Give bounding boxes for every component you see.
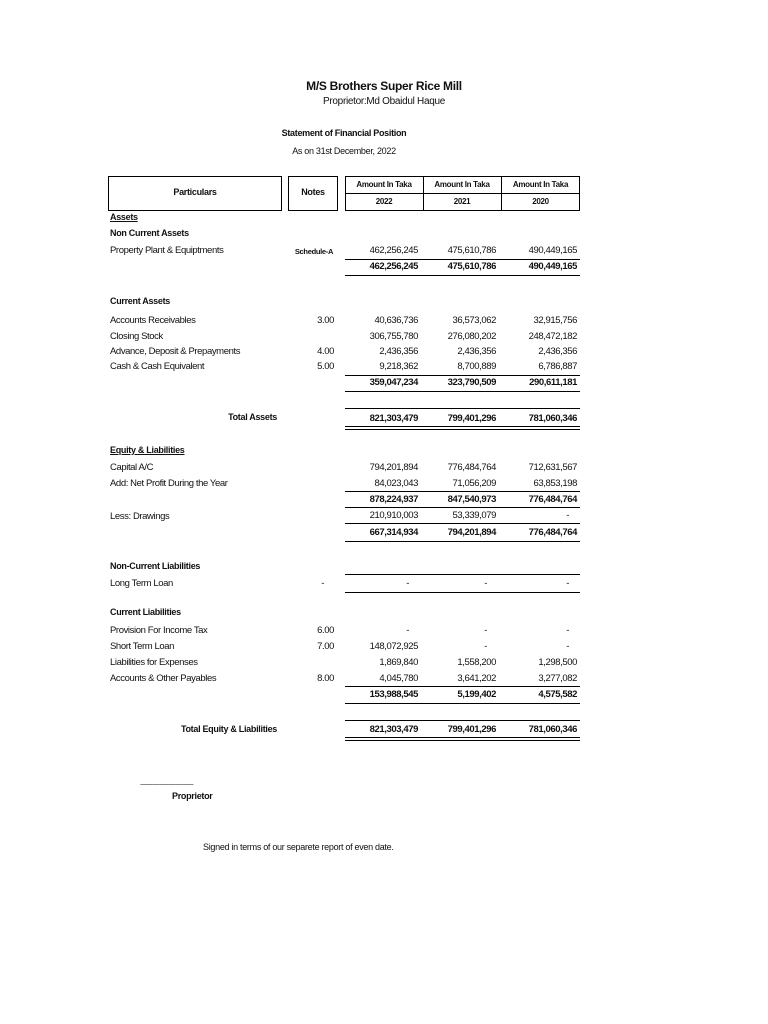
amount-label-2020: Amount In Taka [512,180,569,189]
cl-total-2022: 153,988,545 [369,689,418,700]
equity-subtotal-2020: 776,484,764 [528,494,577,505]
footer-note: Signed in terms of our separete report of even date. [203,842,394,852]
cl-bottom-rule [345,703,580,704]
nca-total-2020: 490,449,165 [528,261,577,272]
cl-4-2022: 4,045,780 [379,673,418,684]
section-non-current-assets: Non Current Assets [110,228,189,238]
ca-rule [345,375,580,376]
company-name: M/S Brothers Super Rice Mill [306,79,462,93]
signature-label: Proprietor [172,791,213,801]
cl-label-3: Liabilities for Expenses [110,657,198,668]
ca-total-2021: 323,790,509 [447,377,496,388]
long-term-loan-label: Long Term Loan [110,578,173,589]
amount-header-divider [345,193,580,194]
particulars-header-box [108,176,282,211]
equity-total-2021: 794,201,894 [447,527,496,538]
ca-3-2020: 2,436,356 [538,346,577,357]
cl-note-1: 6.00 [317,625,334,636]
ca-4-2022: 9,218,362 [379,361,418,372]
nca-total-2022: 462,256,245 [369,261,418,272]
ca-bottom-rule [345,391,580,392]
ca-note-3: 4.00 [317,346,334,357]
cl-2-2022: 148,072,925 [369,641,418,652]
total-el-2021: 799,401,296 [447,724,496,735]
total-el-label: Total Equity & Liabilities [180,724,277,734]
cl-total-2021: 5,199,402 [457,689,496,700]
total-assets-2021: 799,401,296 [447,413,496,424]
net-profit-2021: 71,056,209 [452,478,496,489]
amount-label-2021: Amount In Taka [434,180,490,189]
notes-header-box [288,176,338,211]
ca-3-2021: 2,436,356 [457,346,496,357]
statement-title: Statement of Financial Position [281,128,407,138]
cl-label-2: Short Term Loan [110,641,175,652]
nca-total-2021: 475,610,786 [447,261,496,272]
ca-4-2021: 8,700,889 [457,361,496,372]
cl-1-2020: - [566,625,569,636]
net-profit-2020: 63,853,198 [533,478,577,489]
amount-label-2022: Amount In Taka [356,180,412,189]
long-term-loan-note: - [321,578,324,589]
cl-1-2021: - [484,625,487,636]
ca-note-4: 5.00 [317,361,334,372]
cl-2-2021: - [484,641,487,652]
year-2021: 2021 [453,197,471,206]
signature-line: -------------------------------------- [140,782,194,788]
cl-3-2022: 1,869,840 [379,657,418,668]
equity-total-2022: 667,314,934 [369,527,418,538]
total-el-top-rule [345,720,580,721]
equity-total-rule [345,523,580,524]
ca-1-2022: 40,636,736 [374,315,418,326]
as-on-date: As on 31st December, 2022 [292,146,396,156]
ppe-2022: 462,256,245 [369,245,418,256]
total-assets-top-rule [345,408,580,409]
equity-subtotal-bottom-rule [345,507,580,508]
section-equity-liabilities: Equity & Liabilities [110,445,185,455]
section-assets: Assets [110,212,138,222]
ca-note-1: 3.00 [317,315,334,326]
cl-label-1: Provision For Income Tax [110,625,208,636]
ca-label-1: Accounts Receivables [110,315,196,326]
long-term-loan-2021: - [484,578,487,589]
drawings-label: Less: Drawings [110,511,170,522]
section-non-current-liabilities: Non-Current Liabilities [110,561,201,571]
drawings-2021: 53,339,079 [452,510,496,521]
nca-rule [345,259,580,260]
net-profit-2022: 84,023,043 [374,478,418,489]
ca-total-2020: 290,611,181 [529,377,577,388]
long-term-loan-2022: - [406,578,409,589]
cl-3-2021: 1,558,200 [457,657,496,668]
ca-1-2020: 32,915,756 [533,315,577,326]
total-assets-2020: 781,060,346 [528,413,577,424]
ca-4-2020: 6,786,887 [538,361,577,372]
cl-label-4: Accounts & Other Payables [110,673,217,684]
capital-2022: 794,201,894 [369,462,418,473]
particulars-header: Particulars [173,187,217,197]
notes-header: Notes [301,187,325,197]
ca-2-2020: 248,472,182 [528,331,577,342]
cl-note-2: 7.00 [317,641,334,652]
total-el-2020: 781,060,346 [528,724,577,735]
cl-total-2020: 4,575,582 [538,689,577,700]
ncl-top-rule [345,574,580,575]
section-current-assets: Current Assets [110,296,170,306]
ca-2-2021: 276,080,202 [447,331,496,342]
cl-1-2022: - [406,625,409,636]
ca-label-3: Advance, Deposit & Prepayments [110,346,241,357]
total-assets-2022: 821,303,479 [369,413,418,424]
equity-total-bottom-rule [345,541,580,542]
cl-4-2020: 3,277,082 [538,673,577,684]
equity-total-2020: 776,484,764 [528,527,577,538]
ca-1-2021: 36,573,062 [452,315,496,326]
ca-3-2022: 2,436,356 [379,346,418,357]
cl-note-4: 8.00 [317,673,334,684]
total-assets-double-rule [345,426,580,430]
capital-2020: 712,631,567 [528,462,577,473]
ppe-2020: 490,449,165 [528,245,577,256]
equity-subtotal-2021: 847,540,973 [447,494,496,505]
drawings-2022: 210,910,003 [369,510,418,521]
year-2022: 2022 [375,197,393,206]
long-term-loan-2020: - [566,578,569,589]
ca-label-4: Cash & Cash Equivalent [110,361,205,372]
cl-3-2020: 1,298,500 [538,657,577,668]
total-el-2022: 821,303,479 [369,724,418,735]
ncl-bottom-rule [345,592,580,593]
nca-bottom-rule [345,275,580,276]
drawings-2020: - [566,510,569,521]
ppe-label: Property Plant & Equiptments [110,245,224,256]
year-2020: 2020 [532,197,549,206]
total-assets-label: Total Assets [228,412,277,422]
proprietor-line: Proprietor:Md Obaidul Haque [323,96,445,107]
net-profit-label: Add: Net Profit During the Year [110,478,228,489]
total-el-double-rule [345,737,580,741]
capital-2021: 776,484,764 [447,462,496,473]
cl-rule [345,686,580,687]
equity-subtotal-2022: 878,224,937 [369,494,418,505]
equity-subtotal-rule [345,491,580,492]
ca-label-2: Closing Stock [110,331,163,342]
ca-total-2022: 359,047,234 [369,377,418,388]
ppe-note: Schedule-A [294,247,334,256]
cl-4-2021: 3,641,202 [457,673,496,684]
ca-2-2022: 306,755,780 [369,331,418,342]
section-current-liabilities: Current Liabilities [110,607,181,617]
capital-label: Capital A/C [110,462,154,473]
cl-2-2020: - [566,641,569,652]
ppe-2021: 475,610,786 [447,245,496,256]
